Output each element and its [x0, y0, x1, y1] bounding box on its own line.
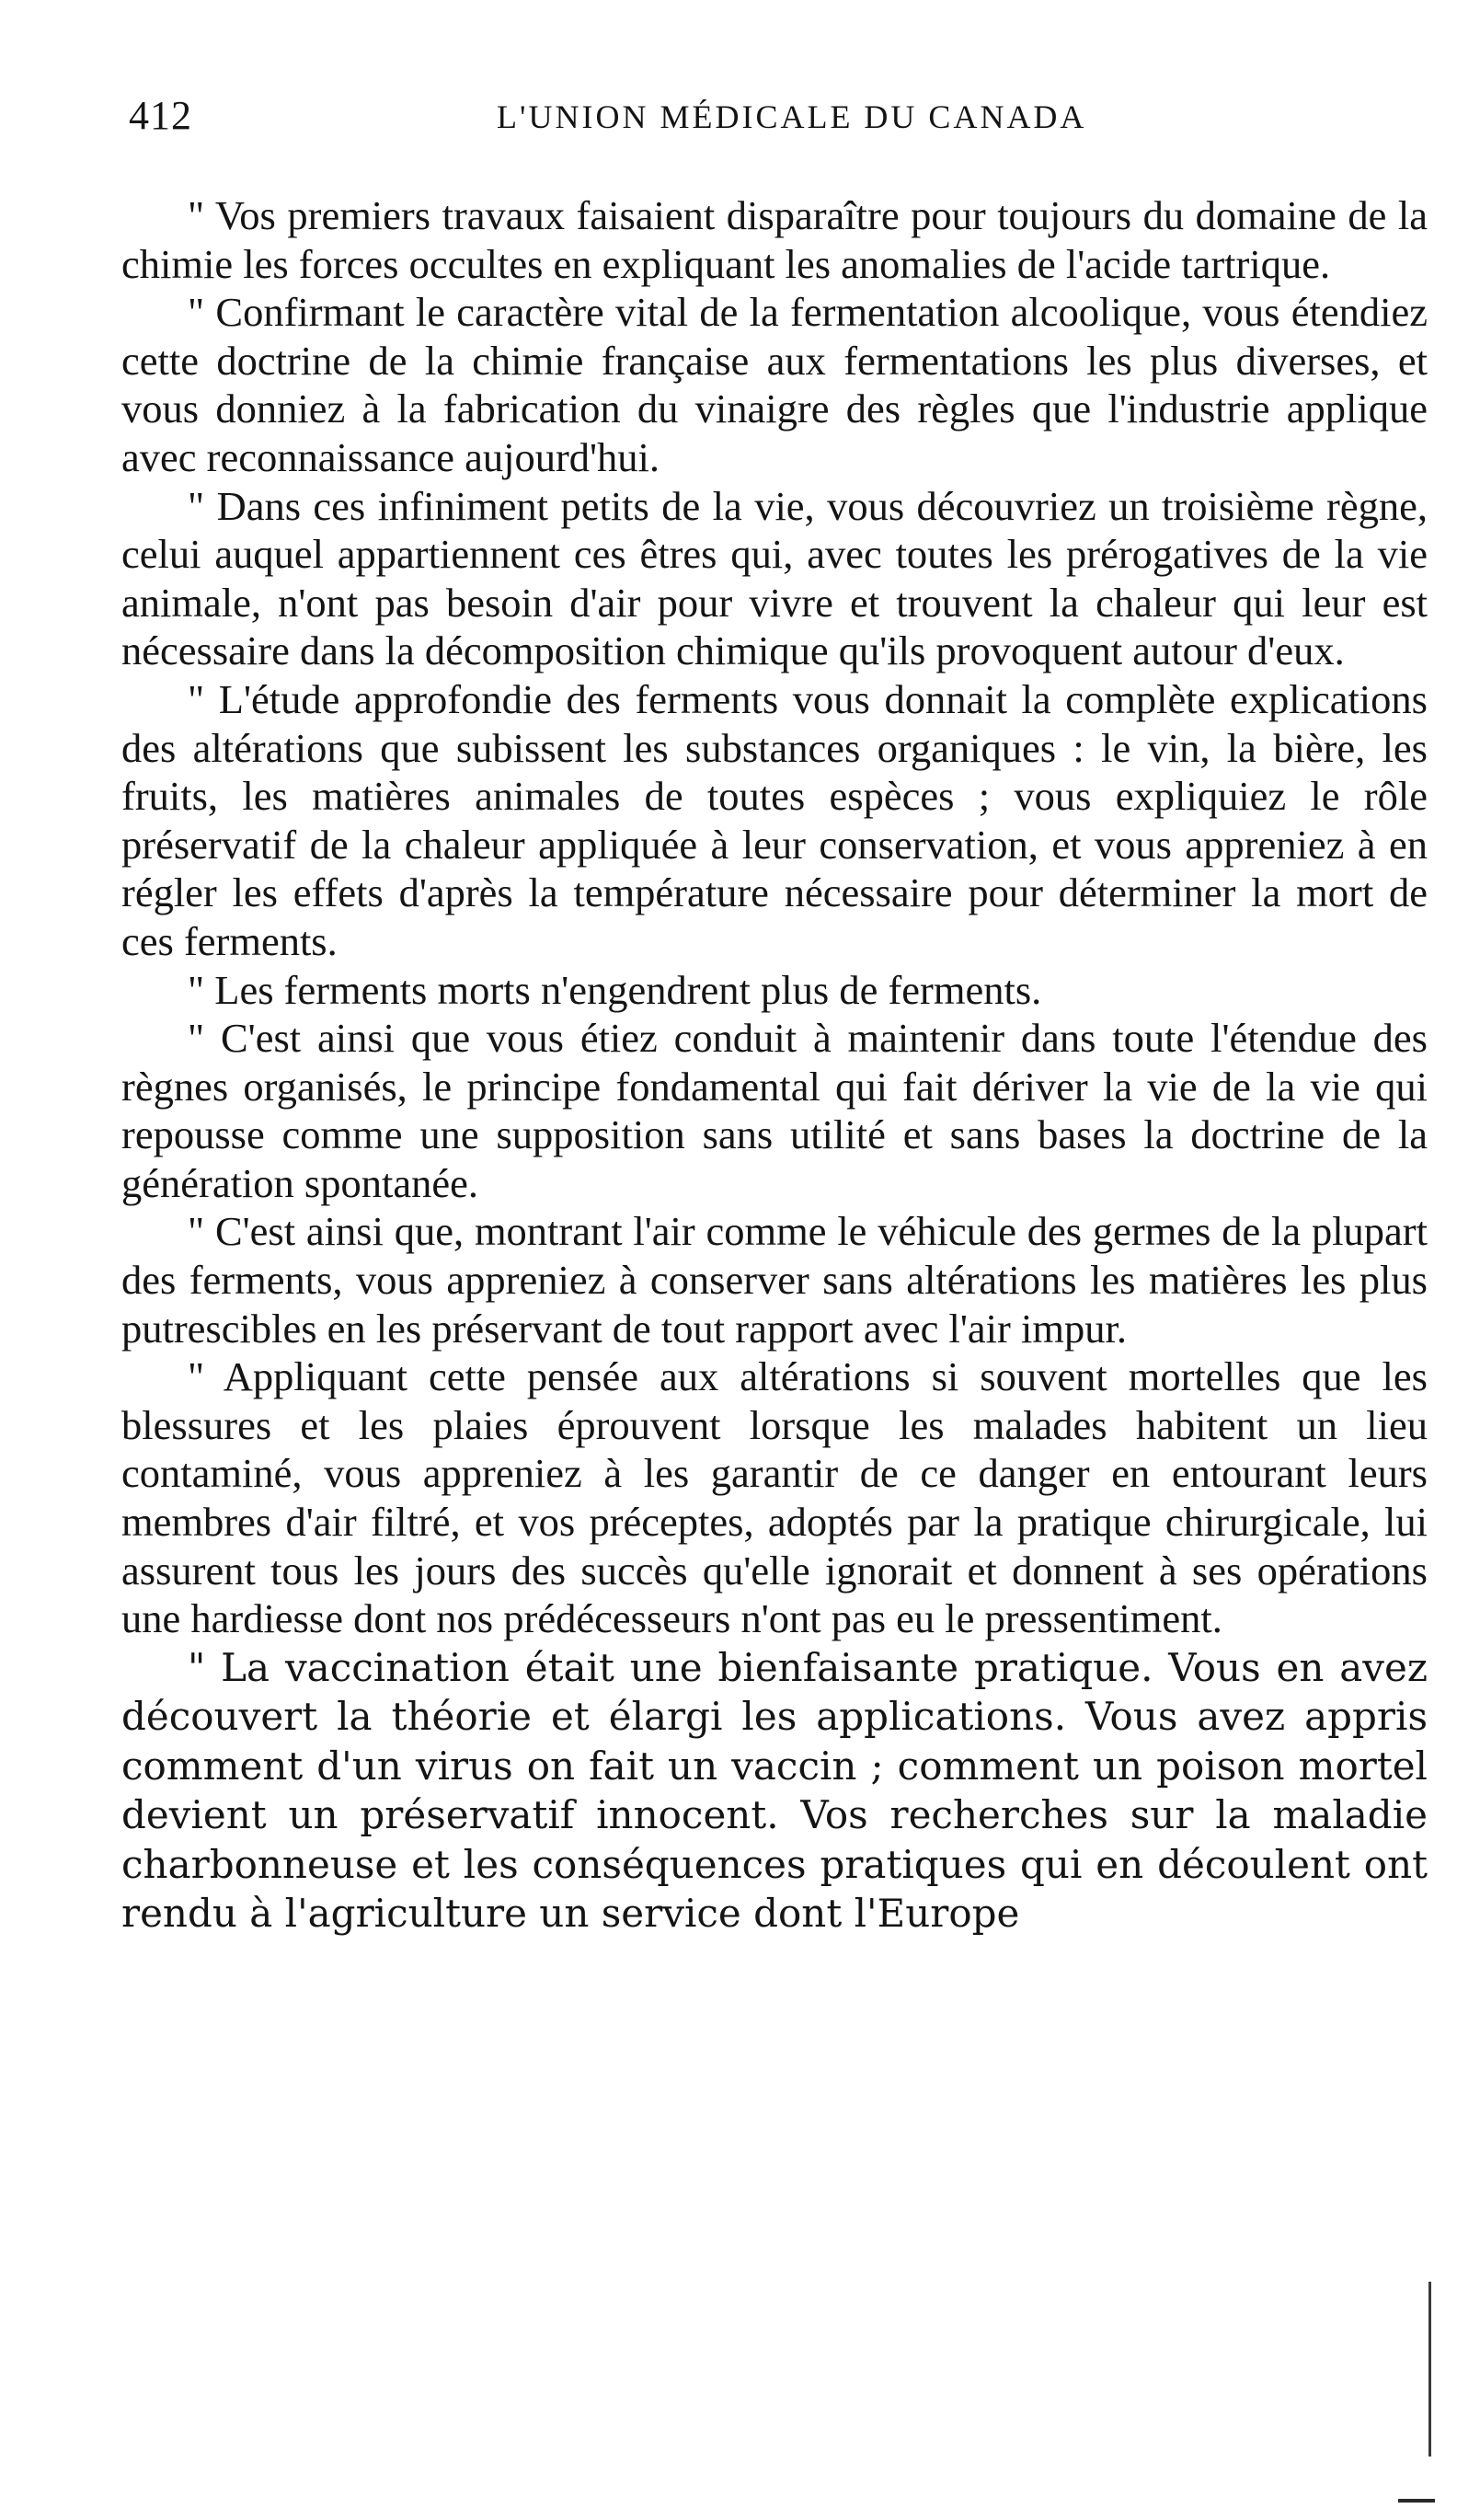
paragraph-vaccination: " La vaccination était une bienfaisante pratique. Vous en avez découvert la théorie et élargi les applications. Vous avez appris comment d'un virus on fait un vaccin ; comment un poison mortel devient un préservatif innocent. Vos recherches sur la maladie charbonneuse et les conséquences pratiques qui en découlent ont rendu à l'agriculture un service dont l'Europe — [121, 1644, 1428, 1937]
corner-mark — [1398, 2499, 1435, 2503]
paragraph-blessures-plaies: " Appliquant cette pensée aux altérations si souvent mortelles que les blessures et les plaies éprouvent lorsque les malades habitent un lieu contaminé, vous appreniez à les garantir de ce danger en entourant leurs membres d'air filtré, et vos préceptes, adoptés par la pratique chirurgicale, lui assurent tous les jours des succès qu'elle ignorait et donnent à ses opérations une hardiesse dont nos prédécesseurs n'ont pas eu le pressentiment. — [121, 1353, 1428, 1642]
paragraph-acide-tartrique: " Vos premiers travaux faisaient disparaître pour toujours du domaine de la chimie les forces occultes en expliquant les anomalies de l'acide tartrique. — [121, 192, 1428, 287]
paragraph-fermentation-alcoolique: " Confirmant le caractère vital de la fermentation alcoolique, vous étendiez cette doctrine de la chimie française aux fermentations les plus diverses, et vous donniez à la fabrication du vinaigre des règles que l'industrie applique avec reconnaissance aujourd'hui. — [121, 289, 1428, 480]
margin-rule — [1428, 2282, 1431, 2457]
paragraph-generation-spontanee: " C'est ainsi que vous étiez conduit à maintenir dans toute l'étendue des règnes organisés, le principe fondamental qui fait dériver la vie de la vie qui repousse comme une supposition sans utilité et sans bases la doctrine de la génération spontanée. — [121, 1015, 1428, 1206]
page-header — [129, 92, 1417, 156]
paragraph-etude-ferments: " L'étude approfondie des ferments vous donnait la complète explications des altérations que subissent les substances organiques : le vin, la bière, les fruits, les matières animales de toutes espèces ; vous expliquiez le rôle préservatif de la chaleur appliquée à leur conservation, et vous appreniez à en régler les effets d'après la température nécessaire pour déterminer la mort de ces ferments. — [121, 675, 1428, 964]
running-title: L'UNION MÉDICALE DU CANADA — [497, 98, 1087, 135]
paragraph-troisieme-regne: " Dans ces infiniment petits de la vie, vous découvriez un troisième règne, celui auquel appartiennent ces êtres qui, avec toutes les prérogatives de la vie animale, n'ont pas besoin d'air pour vivre et trouvent la chaleur qui leur est nécessaire dans la décomposition chimique qu'ils provoquent autour d'eux. — [121, 482, 1428, 674]
body-text — [121, 191, 1428, 1939]
paragraph-ferments-morts: " Les ferments morts n'engendrent plus de ferments. — [188, 966, 1042, 1013]
paragraph-air-vehicule: " C'est ainsi que, montrant l'air comme le véhicule des germes de la plupart des ferments, vous appreniez à conserver sans altérations les matières les plus putrescibles en les préservant de tout rapport avec l'air impur. — [121, 1208, 1428, 1352]
page-number: 412 — [129, 93, 192, 138]
